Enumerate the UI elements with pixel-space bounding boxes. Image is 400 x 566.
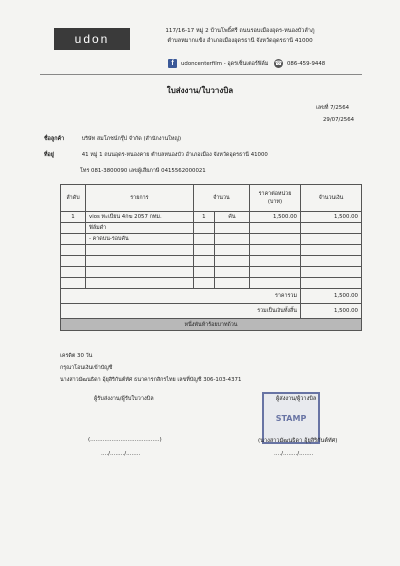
customer-tax-line: โทร 081-3800090 เลขผู้เสียภาษี 0415562000021: [80, 168, 206, 174]
subtotal-label: ราคารวม: [61, 289, 301, 304]
customer-name: บริษัท สมโภชน์กรุ๊ป จำกัด (สำนักงานใหญ่): [81, 136, 182, 142]
header-unit-price: [250, 185, 301, 212]
document-number: เลขที่ 7/2564: [316, 105, 350, 111]
table-row: [61, 212, 362, 223]
row-price: [250, 223, 301, 234]
row-no: [61, 234, 86, 245]
items-table: [60, 184, 362, 331]
address-line-2: ตำบลหมากแข้ง อำเภอเมืองอุดรธานี จังหวัดอุดรธานี 41000: [167, 38, 313, 44]
row-desc: ฟิล์มดำ: [86, 223, 194, 234]
facebook-icon: f: [168, 59, 177, 68]
phone-number: 086-459-9448: [287, 60, 326, 67]
stamp-text: STAMP: [275, 413, 307, 423]
table-header-row: [61, 185, 362, 212]
row-price: [250, 234, 301, 245]
row-amount: [301, 223, 362, 234]
phone-contact: [274, 59, 325, 68]
row-qty: [193, 234, 214, 245]
header-unit-price-main: ราคาต่อหน่วย: [258, 191, 292, 197]
row-unit: คัน: [214, 212, 249, 223]
payment-note: กรุณาโอนเงินเข้าบัญชี: [60, 365, 113, 371]
row-unit: [214, 223, 249, 234]
table-row-empty: [61, 256, 362, 267]
row-qty: [193, 223, 214, 234]
row-amount: [301, 234, 362, 245]
amount-words-row: [61, 319, 362, 331]
total-label: รวมเป็นเงินทั้งสิ้น: [61, 304, 301, 319]
sender-date: ..../......../........: [274, 451, 314, 457]
total-value: 1,500.00: [301, 304, 362, 319]
total-row: [61, 304, 362, 319]
company-logo: [54, 28, 130, 50]
receiver-name: (.......................................): [88, 437, 162, 443]
receiver-label: ผู้รับส่งงาน/ผู้รับใบวางบิล: [94, 396, 154, 402]
customer-name-row: [44, 135, 181, 143]
address-line-1: 117/16-17 หมู่ 2 บ้านโพธิ์ศรี ถนนรอบเมืองอุดร-หนองบัวลำภู: [165, 28, 315, 34]
document-date: 29/07/2564: [323, 117, 355, 123]
row-desc: vios ทะเบียน 4กฆ 2057 กทม.: [86, 212, 194, 223]
bank-account: นางสาวมัฒนธิดา อุ้ยุสิริกันต์ทัศ ธนาคารกสิกรไทย เลขที่บัญชี 306-103-4371: [60, 377, 242, 383]
table-row: [61, 223, 362, 234]
receiver-date: ..../......../........: [101, 451, 141, 457]
customer-address: 41 หมู่ 1 ถนนอุดร-หนองคาย ตำบลหนองบัว อำเภอเมือง จังหวัดอุดรธานี 41000: [81, 152, 268, 158]
table-row-empty: [61, 267, 362, 278]
customer-address-label: ที่อยู่: [44, 152, 54, 158]
company-address: [150, 26, 330, 46]
table-row: [61, 234, 362, 245]
subtotal-row: [61, 289, 362, 304]
header-qty: จำนวน: [193, 185, 249, 212]
customer-name-label: ชื่อลูกค้า: [44, 136, 65, 142]
sender-name: (นางสาวมัฒนธิดา อุ้ยุสิริกันต์ทัศ): [258, 438, 338, 444]
row-qty: 1: [193, 212, 214, 223]
logo-text: udon: [74, 32, 110, 46]
header-desc: รายการ: [86, 185, 194, 212]
facebook-name: udoncenterfilm - อุดรเซ็นเตอร์ฟิล์ม: [181, 60, 269, 67]
header-divider: [40, 74, 362, 75]
header-no: ลำดับ: [61, 185, 86, 212]
header-amount: จำนวนเงิน: [301, 185, 362, 212]
facebook-contact: [168, 59, 268, 68]
row-no: [61, 223, 86, 234]
credit-terms: เครดิต 30 วัน: [60, 353, 93, 359]
table-row-empty: [61, 278, 362, 289]
row-no: 1: [61, 212, 86, 223]
sender-label: ผู้ส่งงาน/ผู้วางบิล: [276, 396, 317, 402]
amount-words: หนึ่งพันห้าร้อยบาทถ้วน: [61, 319, 362, 331]
row-desc: - คาดบน-รอบคัน: [86, 234, 194, 245]
document-title: ใบส่งงาน/ใบวางบิล: [166, 86, 234, 95]
table-row-empty: [61, 245, 362, 256]
customer-address-row: [44, 151, 268, 159]
row-unit: [214, 234, 249, 245]
row-price: 1,500.00: [250, 212, 301, 223]
row-amount: 1,500.00: [301, 212, 362, 223]
header-unit-price-sub: (บาท): [267, 199, 283, 205]
subtotal-value: 1,500.00: [301, 289, 362, 304]
phone-icon: ☎: [274, 60, 283, 67]
